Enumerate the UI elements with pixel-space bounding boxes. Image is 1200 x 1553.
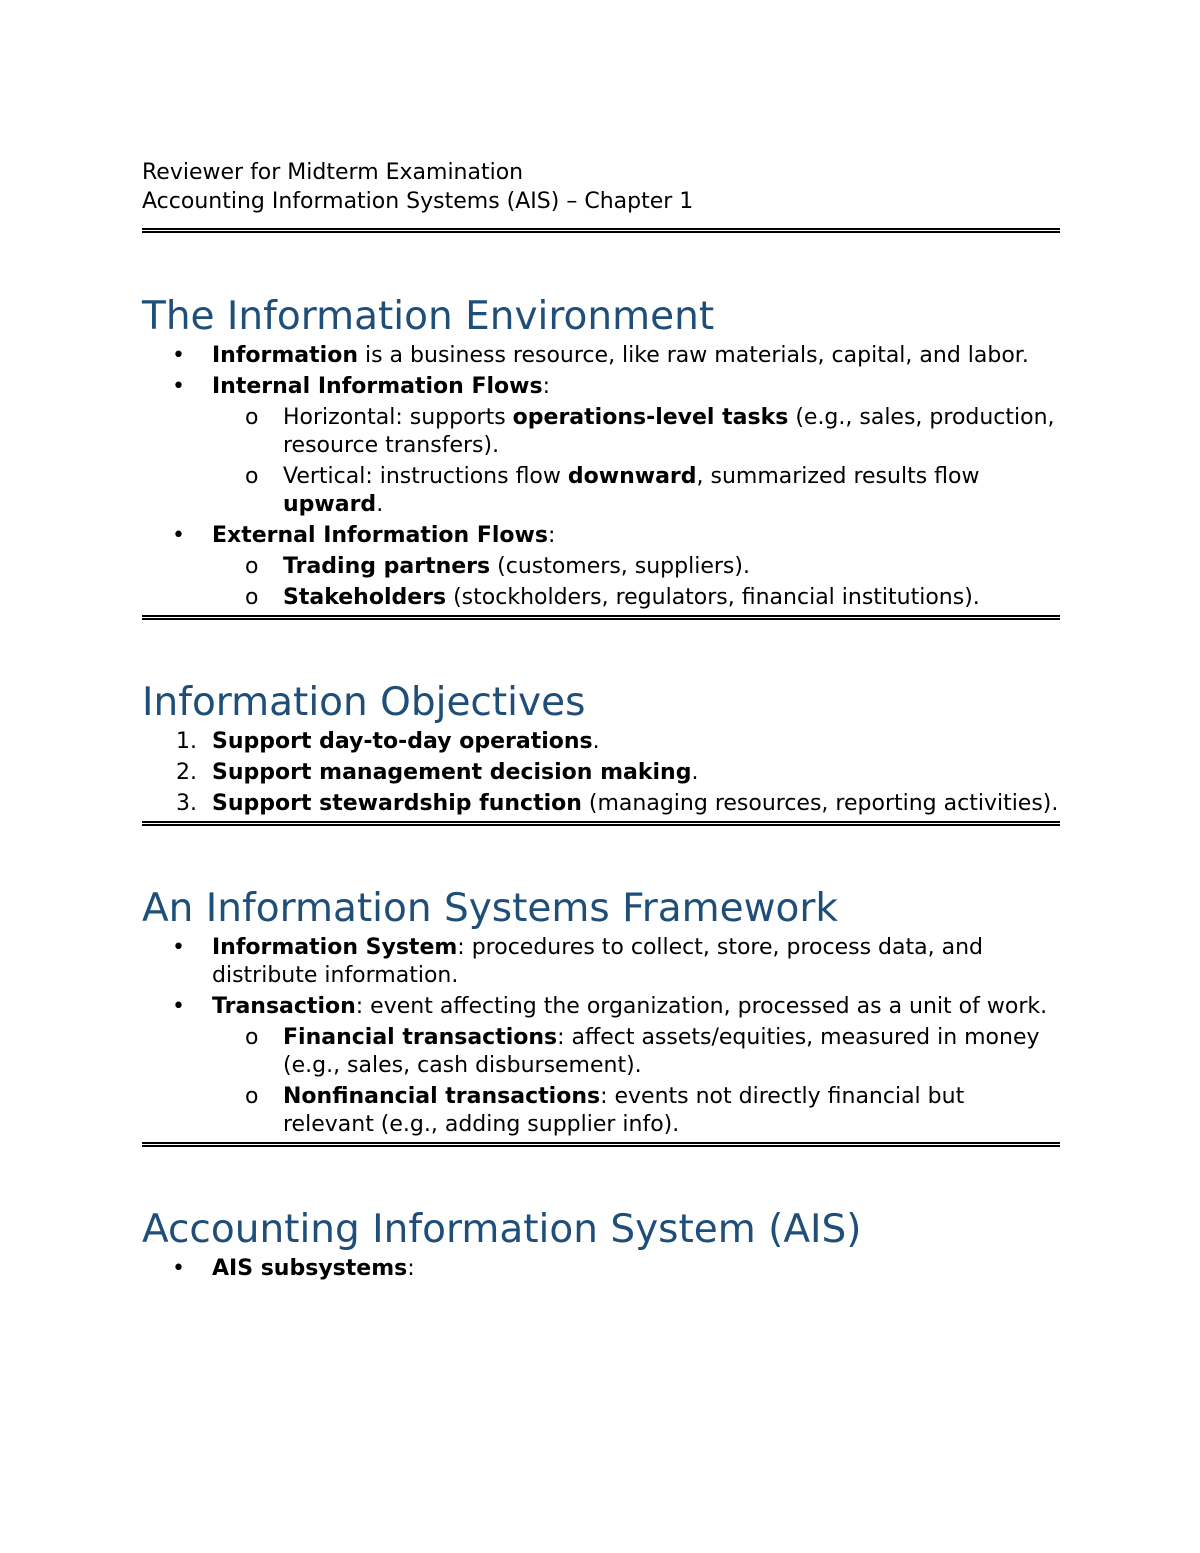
bullet-icon: • xyxy=(172,343,185,368)
header-divider xyxy=(142,228,1060,233)
header-line-2: Accounting Information Systems (AIS) – Chapter 1 xyxy=(142,189,694,214)
section-body-information-objectives xyxy=(142,728,1060,818)
circle-bullet-icon: o xyxy=(245,585,259,610)
document-content xyxy=(142,158,1060,1286)
circle-bullet-icon: o xyxy=(245,554,259,579)
numbered-item: 2. Support management decision making. xyxy=(176,760,699,785)
section-title-information-environment: The Information Environment xyxy=(142,294,715,339)
sub-list-item: o Nonfinancial transactions: events not directly financial but relevant (e.g., adding supplier info). xyxy=(245,1084,965,1137)
list-item: • AIS subsystems: xyxy=(172,1256,415,1281)
list-item: • External Information Flows: xyxy=(172,523,556,548)
section-divider xyxy=(142,1142,1060,1147)
item-number: 3. xyxy=(176,791,197,816)
item-number: 1. xyxy=(176,729,197,754)
circle-bullet-icon: o xyxy=(245,405,259,430)
header-line-1: Reviewer for Midterm Examination xyxy=(142,160,524,185)
list-item: • Information System: procedures to collect, store, process data, and distribute information. xyxy=(172,935,983,988)
section-body-information-environment xyxy=(142,342,1060,612)
sub-list-item: o Financial transactions: affect assets/equities, measured in money (e.g., sales, cash disbursement). xyxy=(245,1025,1040,1078)
list-item: • Internal Information Flows: xyxy=(172,374,551,399)
list-item: • Information is a business resource, like raw materials, capital, and labor. xyxy=(172,343,1029,368)
numbered-item: 3. Support stewardship function (managing resources, reporting activities). xyxy=(176,791,1059,816)
section-divider xyxy=(142,615,1060,620)
section-body-information-systems-framework xyxy=(142,934,1060,1139)
sub-list-item: o Vertical: instructions flow downward, summarized results flow upward. xyxy=(245,464,980,517)
item-number: 2. xyxy=(176,760,197,785)
section-divider xyxy=(142,821,1060,826)
sub-list-item: o Trading partners (customers, suppliers). xyxy=(245,554,750,579)
document-header xyxy=(142,158,1060,216)
circle-bullet-icon: o xyxy=(245,464,259,489)
bullet-icon: • xyxy=(172,935,185,960)
section-body-accounting-information-system xyxy=(142,1255,1060,1283)
list-item: • Transaction: event affecting the organization, processed as a unit of work. xyxy=(172,994,1048,1019)
circle-bullet-icon: o xyxy=(245,1084,259,1109)
circle-bullet-icon: o xyxy=(245,1025,259,1050)
bullet-icon: • xyxy=(172,994,185,1019)
section-title-accounting-information-system: Accounting Information System (AIS) xyxy=(142,1207,862,1252)
sub-list-item: o Stakeholders (stockholders, regulators, financial institutions). xyxy=(245,585,980,610)
bullet-icon: • xyxy=(172,523,185,548)
numbered-item: 1. Support day-to-day operations. xyxy=(176,729,600,754)
bullet-icon: • xyxy=(172,1256,185,1281)
sub-list-item: o Horizontal: supports operations-level tasks (e.g., sales, production, resource transfers). xyxy=(245,405,1055,458)
bullet-icon: • xyxy=(172,374,185,399)
section-title-information-systems-framework: An Information Systems Framework xyxy=(142,886,838,931)
section-title-information-objectives: Information Objectives xyxy=(142,680,586,725)
